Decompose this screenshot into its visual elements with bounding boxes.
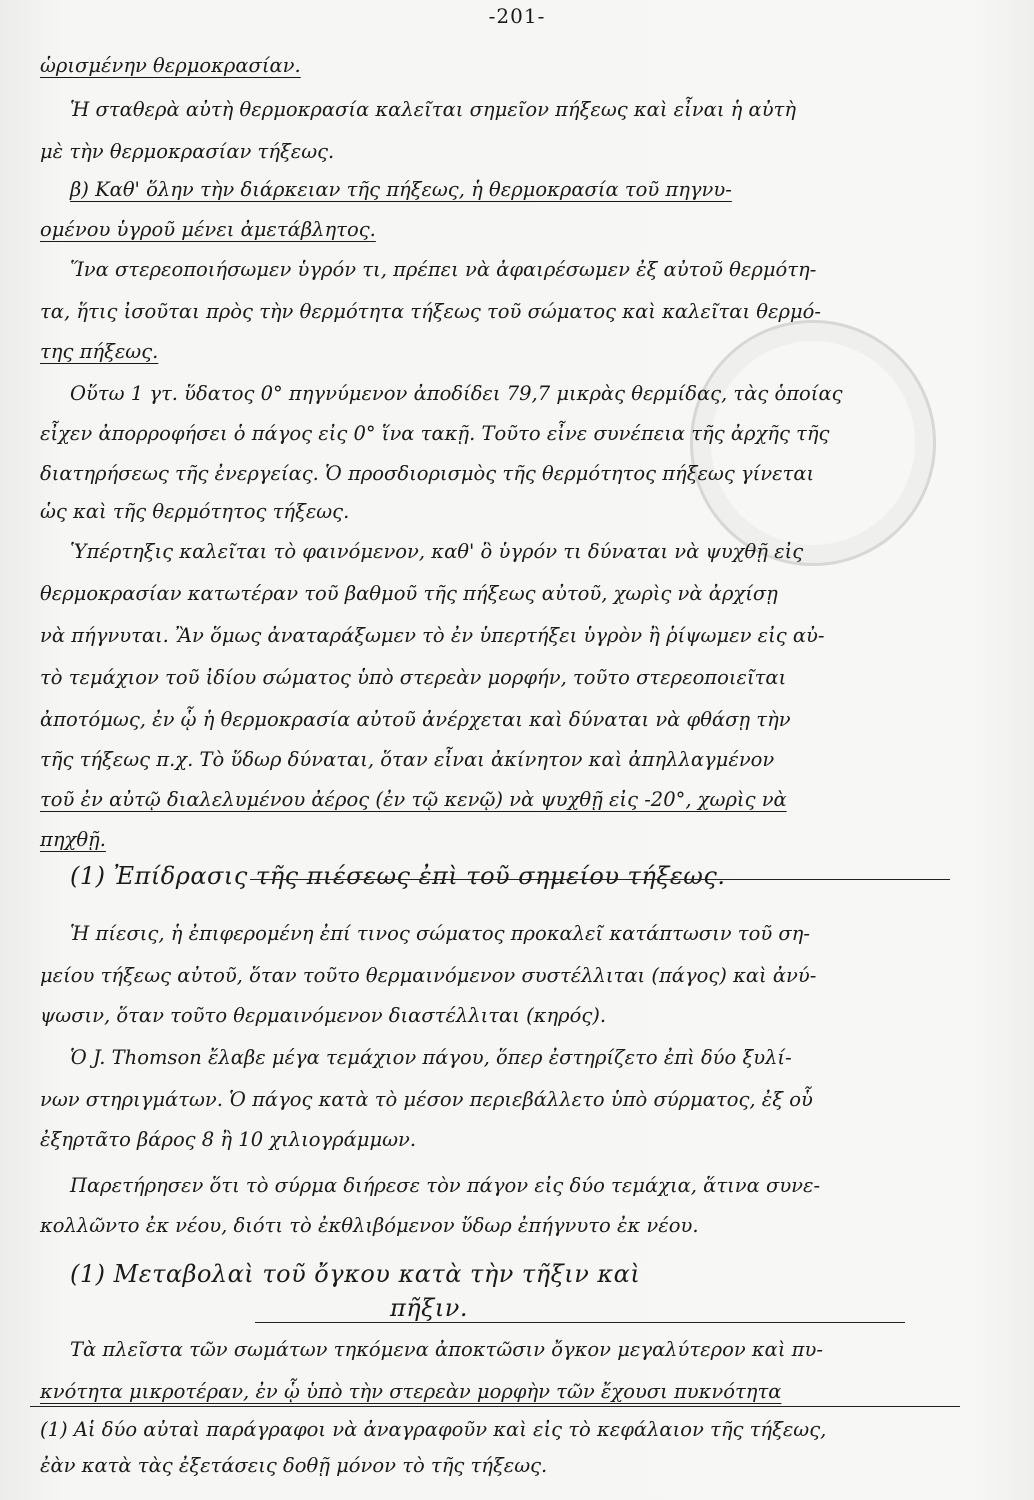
section-heading: πῆξιν.: [390, 1294, 468, 1322]
page-number: -201-: [488, 4, 546, 28]
text-line: μὲ τὴν θερμοκρασίαν τήξεως.: [40, 140, 335, 163]
text-line: νὰ πήγνυται. Ἂν ὅμως ἀναταράξωμεν τὸ ἐν ὑπερτήξει ὑγρὸν ἢ ῥίψωμεν εἰς αὐ-: [40, 624, 825, 647]
footnote-line: ἐὰν κατὰ τὰς ἐξετάσεις δοθῇ μόνον τὸ τῆς τήξεως.: [40, 1454, 548, 1477]
text-line: εἶχεν ἀπορροφήσει ὁ πάγος εἰς 0° ἵνα τακῇ. Τοῦτο εἶνε συνέπεια τῆς ἀρχῆς τῆς: [40, 422, 830, 445]
section-heading: (1) Μεταβολαὶ τοῦ ὄγκου κατὰ τὴν τῆξιν καὶ: [70, 1260, 641, 1288]
text-line: Ἡ πίεσις, ἡ ἐπιφερομένη ἐπί τινος σώματος προκαλεῖ κατάπτωσιν τοῦ ση-: [70, 922, 810, 945]
text-line: ομένου ὑγροῦ μένει ἀμετάβλητος.: [40, 218, 376, 241]
text-line: Ἵνα στερεοποιήσωμεν ὑγρόν τι, πρέπει νὰ ἀφαιρέσωμεν ἐξ αὐτοῦ θερμότη-: [70, 258, 817, 281]
text-line: νων στηριγμάτων. Ὁ πάγος κατὰ τὸ μέσον περιεβάλλετο ὑπὸ σύρματος, ἐξ οὗ: [40, 1088, 813, 1111]
text-line: πηχθῇ.: [40, 828, 106, 851]
text-line: τῆς τήξεως π.χ. Τὸ ὕδωρ δύναται, ὅταν εἶναι ἀκίνητον καὶ ἀπηλλαγμένον: [40, 748, 775, 771]
text-line: τοῦ ἐν αὐτῷ διαλελυμένου ἀέρος (ἐν τῷ κενῷ) νὰ ψυχθῇ εἰς -20°, χωρὶς νὰ: [40, 788, 787, 811]
text-line: ψωσιν, ὅταν τοῦτο θερμαινόμενον διαστέλλιται (κηρός).: [40, 1004, 607, 1027]
text-line: μείου τήξεως αὐτοῦ, ὅταν τοῦτο θερμαινόμενον συστέλλιται (πάγος) καὶ ἀνύ-: [40, 964, 817, 987]
text-line: Ὑπέρτηξις καλεῖται τὸ φαινόμενον, καθ' ὃ ὑγρόν τι δύναται νὰ ψυχθῇ εἰς: [70, 540, 804, 563]
heading-rule: [255, 1322, 905, 1323]
section-heading: (1) Ἐπίδρασις τῆς πιέσεως ἐπὶ τοῦ σημείου τήξεως.: [70, 862, 726, 890]
footnote-rule: [30, 1406, 960, 1407]
text-line: Οὕτω 1 γτ. ὕδατος 0° πηγνύμενον ἀποδίδει 79,7 μικρὰς θερμίδας, τὰς ὁποίας: [70, 382, 843, 405]
text-line: Παρετήρησεν ὅτι τὸ σύρμα διήρεσε τὸν πάγον εἰς δύο τεμάχια, ἅτινα συνε-: [70, 1174, 821, 1197]
text-line: κνότητα μικροτέραν, ἐν ᾧ ὑπὸ τὴν στερεὰν μορφὴν τῶν ἔχουσι πυκνότητα: [40, 1380, 782, 1403]
text-line: β) Καθ' ὅλην τὴν διάρκειαν τῆς πήξεως, ἡ θερμοκρασία τοῦ πηγνυ-: [70, 178, 732, 201]
heading-rule: [250, 879, 950, 880]
text-line: κολλῶντο ἐκ νέου, διότι τὸ ἐκθλιβόμενον ὕδωρ ἐπήγνυτο ἐκ νέου.: [40, 1214, 699, 1237]
text-line: τὸ τεμάχιον τοῦ ἰδίου σώματος ὑπὸ στερεὰν μορφήν, τοῦτο στερεοποιεῖται: [40, 666, 787, 689]
footnote-line: (1) Αἱ δύο αὐταὶ παράγραφοι νὰ ἀναγραφοῦν καὶ εἰς τὸ κεφάλαιον τῆς τήξεως,: [40, 1418, 827, 1441]
text-line: ὡς καὶ τῆς θερμότητος τήξεως.: [40, 500, 350, 523]
text-line: Ἡ σταθερὰ αὐτὴ θερμοκρασία καλεῖται σημεῖον πήξεως καὶ εἶναι ἡ αὐτὴ: [70, 98, 797, 121]
text-line: της πήξεως.: [40, 340, 159, 363]
text-line: ὡρισμένην θερμοκρασίαν.: [40, 54, 301, 77]
text-line: ἐξηρτᾶτο βάρος 8 ἢ 10 χιλιογράμμων.: [40, 1128, 417, 1151]
text-line: Ὁ J. Thomson ἔλαβε μέγα τεμάχιον πάγου, ὅπερ ἐστηρίζετο ἐπὶ δύο ξυλί-: [70, 1046, 792, 1069]
text-line: διατηρήσεως τῆς ἐνεργείας. Ὁ προσδιορισμὸς τῆς θερμότητος πήξεως γίνεται: [40, 462, 815, 485]
text-line: τα, ἥτις ἰσοῦται πρὸς τὴν θερμότητα τήξεως τοῦ σώματος καὶ καλεῖται θερμό-: [40, 300, 821, 323]
text-line: θερμοκρασίαν κατωτέραν τοῦ βαθμοῦ τῆς πήξεως αὐτοῦ, χωρὶς νὰ ἀρχίσῃ: [40, 582, 778, 605]
text-line: ἀποτόμως, ἐν ᾧ ἡ θερμοκρασία αὐτοῦ ἀνέρχεται καὶ δύναται νὰ φθάσῃ τὴν: [40, 708, 791, 731]
text-line: Τὰ πλεῖστα τῶν σωμάτων τηκόμενα ἀποκτῶσιν ὄγκον μεγαλύτερον καὶ πυ-: [70, 1338, 823, 1361]
